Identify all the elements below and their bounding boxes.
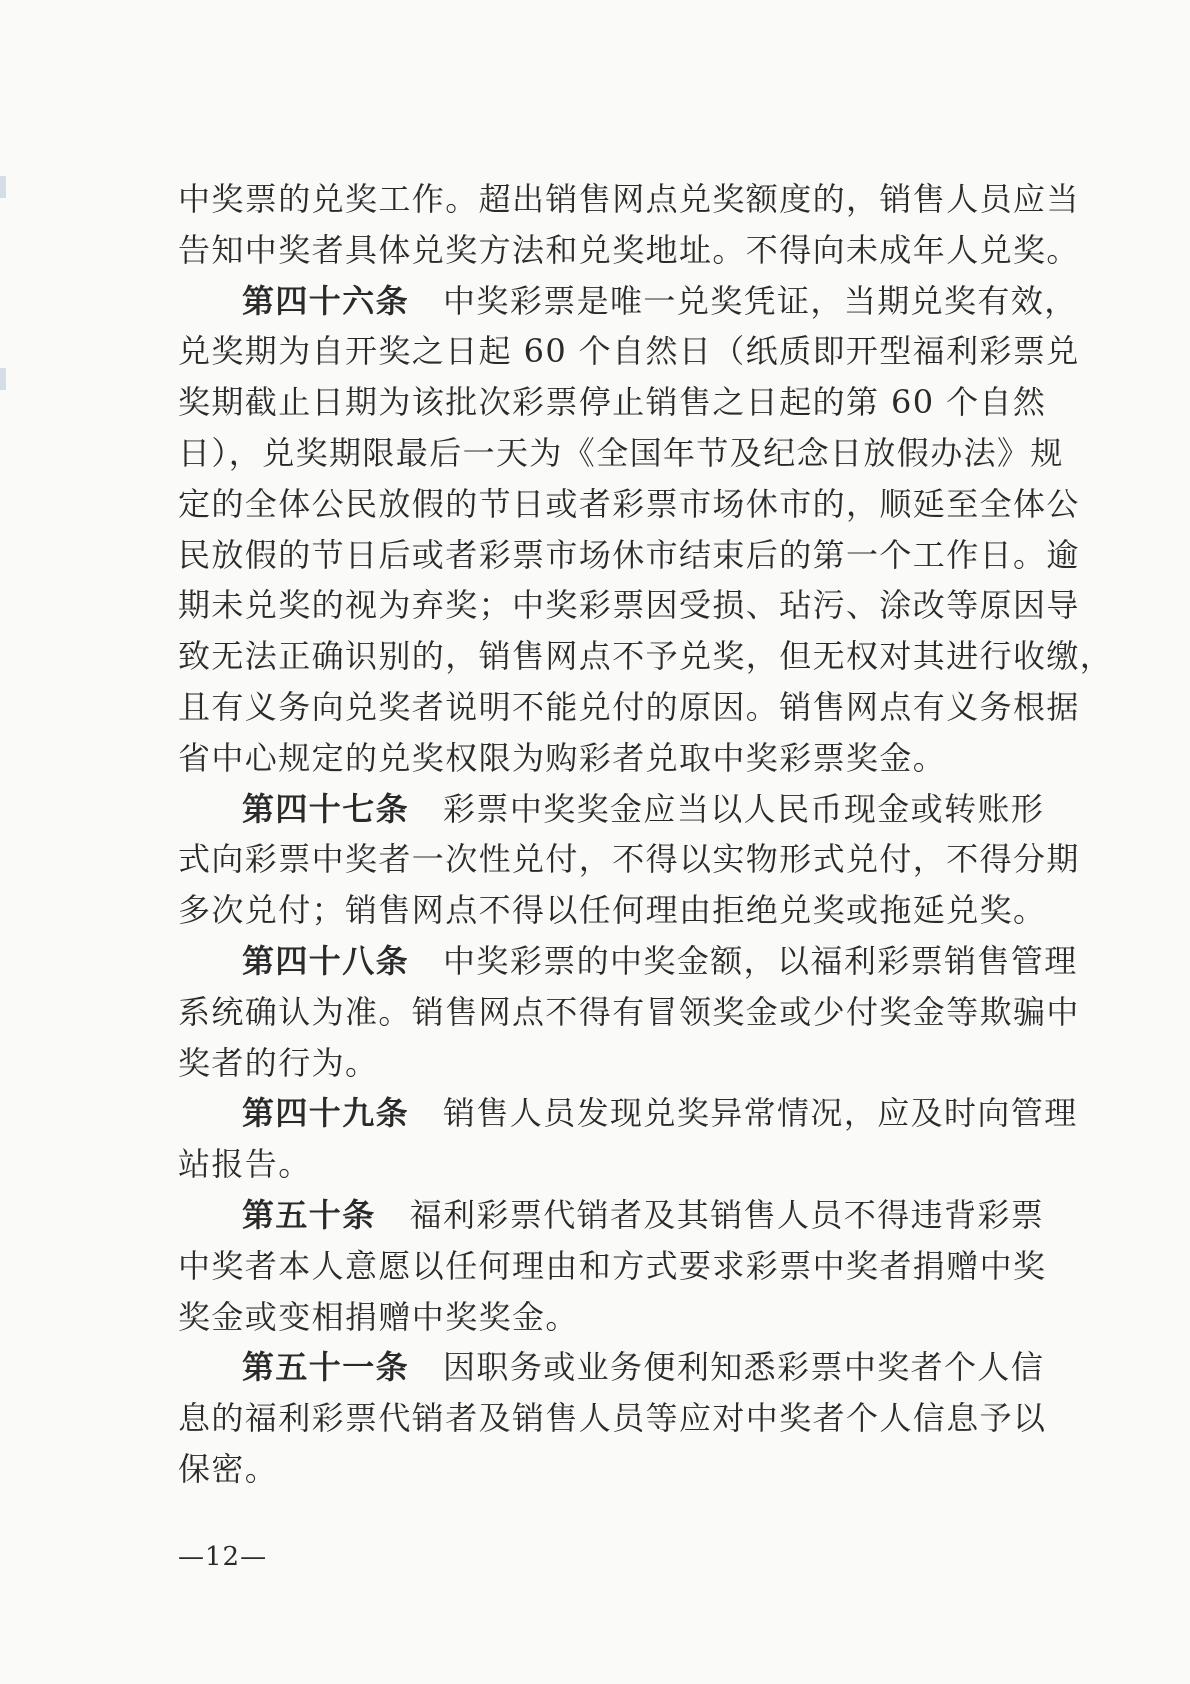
line-text: 保密。: [178, 1449, 279, 1488]
line-text: 省中心规定的兑奖权限为购彩者兑取中奖彩票奖金。: [178, 738, 947, 777]
line-text: 奖金或变相捐赠中奖奖金。: [178, 1297, 579, 1336]
line-text: 多次兑付；销售网点不得以任何理由拒绝兑奖或拖延兑奖。: [178, 891, 1047, 930]
body-line: [178, 733, 1028, 784]
line-text: 式向彩票中奖者一次性兑付，不得以实物形式兑付，不得分期: [178, 840, 1080, 879]
line-text: 告知中奖者具体兑奖方法和兑奖地址。不得向未成年人兑奖。: [178, 230, 1080, 269]
body-line: [178, 225, 1080, 276]
body-line: [178, 834, 1080, 885]
body-line: [178, 1444, 1028, 1495]
line-text: 中奖者本人意愿以任何理由和方式要求彩票中奖者捐赠中奖: [178, 1246, 1047, 1285]
line-text: 致无法正确识别的，销售网点不予兑奖，但无权对其进行收缴，: [178, 637, 1114, 676]
article-first-line: [178, 936, 1078, 987]
article-heading: 第四十六条: [242, 281, 410, 320]
body-line: [178, 1139, 1028, 1190]
article-first-line: [178, 784, 1045, 835]
body-line: [178, 580, 1080, 631]
line-text: 民放假的节日后或者彩票市场休市结束后的第一个工作日。逾: [178, 535, 1080, 574]
body-line: [178, 1038, 1028, 1089]
body-line: [178, 377, 1047, 428]
body-line: [178, 631, 1114, 682]
line-text: 彩票中奖奖金应当以人民币现金或转账形: [443, 789, 1045, 828]
line-text: 中奖彩票是唯一兑奖凭证，当期兑奖有效，: [443, 281, 1078, 320]
body-line: [178, 428, 1064, 479]
page-number: —12—: [178, 1542, 268, 1572]
line-text: 中奖票的兑奖工作。超出销售网点兑奖额度的，销售人员应当: [178, 180, 1080, 218]
line-text: 兑奖期为自开奖之日起 60 个自然日（纸质即开型福利彩票兑: [178, 332, 1080, 371]
body-line: [178, 479, 1080, 530]
line-text: 息的福利彩票代销者及销售人员等应对中奖者个人信息予以: [178, 1399, 1047, 1438]
line-text: 因职务或业务便利知悉彩票中奖者个人信: [443, 1348, 1045, 1387]
line-text: 销售人员发现兑奖异常情况，应及时向管理: [443, 1094, 1078, 1133]
body-line: [178, 987, 1080, 1038]
article-heading: 第四十九条: [242, 1094, 410, 1133]
body-line: [178, 530, 1080, 581]
line-text: 中奖彩票的中奖金额，以福利彩票销售管理: [443, 941, 1078, 980]
body-line: [178, 885, 1047, 936]
body-line: [178, 1292, 1028, 1343]
scan-edge-mark: [0, 368, 6, 390]
article-first-line: [178, 1088, 1078, 1139]
line-text: 奖者的行为。: [178, 1043, 379, 1082]
line-text: 奖期截止日期为该批次彩票停止销售之日起的第 60 个自然: [178, 383, 1047, 422]
body-line: [178, 1393, 1047, 1444]
article-first-line: [178, 1342, 1045, 1393]
line-text: 系统确认为准。销售网点不得有冒领奖金或少付奖金等欺骗中: [178, 992, 1080, 1031]
article-first-line: [178, 276, 1078, 327]
line-text: 站报告。: [178, 1145, 312, 1184]
article-heading: 第五十一条: [242, 1348, 410, 1387]
article-heading: 第四十七条: [242, 789, 410, 828]
line-text: 定的全体公民放假的节日或者彩票市场休市的，顺延至全体公: [178, 484, 1080, 523]
article-heading: 第五十条: [242, 1195, 376, 1234]
article-first-line: [178, 1190, 1045, 1241]
line-text: 福利彩票代销者及其销售人员不得违背彩票: [409, 1195, 1045, 1234]
line-text: 日），兑奖期限最后一天为《全国年节及纪念日放假办法》规: [178, 433, 1064, 472]
scan-edge-mark: [0, 176, 6, 198]
body-line: [178, 682, 1080, 733]
line-text: 期未兑奖的视为弃奖；中奖彩票因受损、玷污、涂改等原因导: [178, 586, 1080, 625]
body-line: [178, 326, 1080, 377]
body-line: [178, 174, 1080, 225]
line-text: 且有义务向兑奖者说明不能兑付的原因。销售网点有义务根据: [178, 687, 1080, 726]
document-body: [178, 174, 1114, 1495]
article-heading: 第四十八条: [242, 941, 410, 980]
body-line: [178, 1241, 1047, 1292]
